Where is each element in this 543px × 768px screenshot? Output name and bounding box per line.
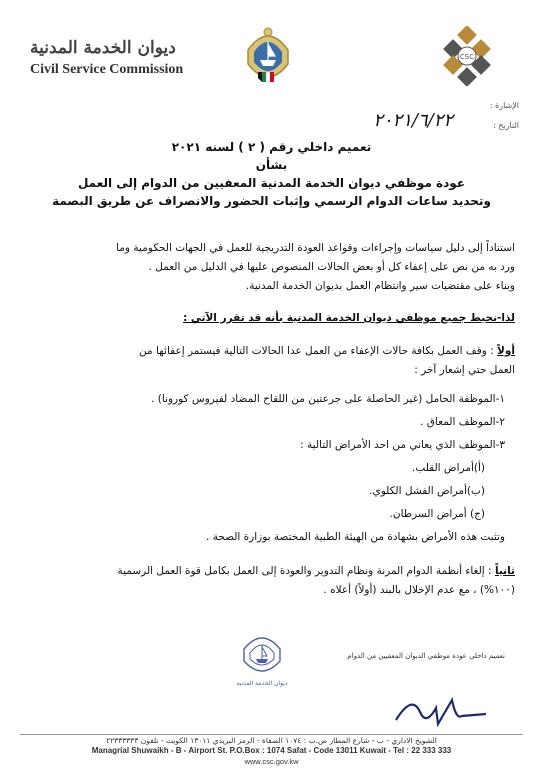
csc-logo-icon	[438, 26, 498, 86]
second-text-1: : إلغاء أنظمة الدوام المرنة ونظام التدوير والعودة إلى العمل بكامل قوة العمل الرسمية	[117, 565, 492, 577]
item-1: ١-الموظفة الحامل (غير الحاصلة على جرعتين من اللقاح المضاد لفيروس كورونا) .	[151, 393, 505, 405]
csc-logo-text: CSC	[459, 53, 475, 61]
footer-address-arabic: الشويخ الاداري - ب - شارع المطار ص.ب : ١٠٧٤ الصفاة - الرمز البريدي ١٣٠١١ الكويت - تلفون ٢٢٣٣٣٣٣٣	[106, 736, 437, 745]
intro-line-2: ورد به من نص على إعفاء كل أو بعض الحالات المنصوص عليها في الدليل من العمل .	[148, 261, 515, 273]
item-2: ٢-الموظف المعاق .	[420, 416, 505, 428]
second-text-2: (١٠٠%) ، مع عدم الإخلال بالبند (أولاً) أعلاه .	[323, 584, 515, 596]
subject-line-1: عودة موظفي ديوان الخدمة المدنية المعفيين من الدوام إلى العمل	[77, 176, 466, 190]
footer-address-english: Managrial Shuwaikh - B - Airport St. P.O.Box : 1074 Safat - Code 13011 Kuwait - Tel : 22 333 333	[91, 746, 452, 755]
first-text-1: : وقف العمل بكافة حالات الإعفاء من العمل عدا الحالات التالية فيستمر إعفائها من	[139, 345, 494, 357]
footer-website: www.csc.gov.kw	[244, 757, 299, 766]
item-3: ٣-الموظف الذي يعاني من احد الأمراض التالية :	[300, 439, 505, 451]
seal-text: ديوان الخدمة المدنية	[236, 680, 288, 687]
intro-line-1: استناداً إلى دليل سياسات وإجراءات وقواعد العودة التدريجية للعمل في الجهات الحكومية وما	[116, 242, 515, 254]
seal-stamp-icon	[236, 625, 288, 691]
second-clause-line-1	[30, 563, 515, 580]
footnote: تعميم داخلي عودة موظفي الديوان المعفيين من الدوام	[347, 652, 505, 660]
date-label: التاريخ :	[492, 121, 519, 130]
sub-item-a: (أ)أمراض القلب.	[412, 462, 485, 474]
footer-divider	[20, 734, 523, 735]
handwritten-date: ٢٠٢١/٦/٢٢	[373, 110, 453, 131]
verification-note: وتثبت هذه الأمراض بشهادة من الهيئة الطبية المختصة بوزارة الصحة .	[206, 531, 505, 543]
signature-icon	[392, 690, 492, 730]
first-text-2: العمل حتي إشعار آخر :	[414, 364, 515, 376]
subject-line-2: وتحديد ساعات الدوام الرسمي وإثبات الحضور والانصراف عن طريق البصمة	[52, 194, 491, 208]
sub-item-b: (ب)أمراض الفشل الكلوي.	[369, 485, 485, 497]
sub-item-c: (ج) أمراض السرطان.	[389, 508, 485, 520]
first-label: أولاً	[497, 345, 515, 357]
intro-line-3: وبناء على مقتضيات سير وانتظام العمل بديوان الخدمة المدنية.	[245, 280, 515, 292]
org-name-english: Civil Service Commission	[30, 62, 184, 77]
org-name-arabic: ديوان الخدمة المدنية	[30, 38, 176, 58]
kuwait-emblem-icon	[238, 20, 298, 92]
regarding-label: بشأن	[255, 158, 288, 172]
second-label: ثانياً	[494, 565, 515, 577]
reference-label: الإشارة :	[489, 101, 519, 110]
notice-line: لذا-نحيط جميع موظفي ديوان الخدمة المدنية بأنه قد تقرر الآتي :	[183, 312, 515, 324]
circular-number: تعميم داخلي رقم ( ٢ ) لسنه ٢٠٢١	[171, 140, 372, 154]
first-clause-line-1	[30, 343, 515, 360]
